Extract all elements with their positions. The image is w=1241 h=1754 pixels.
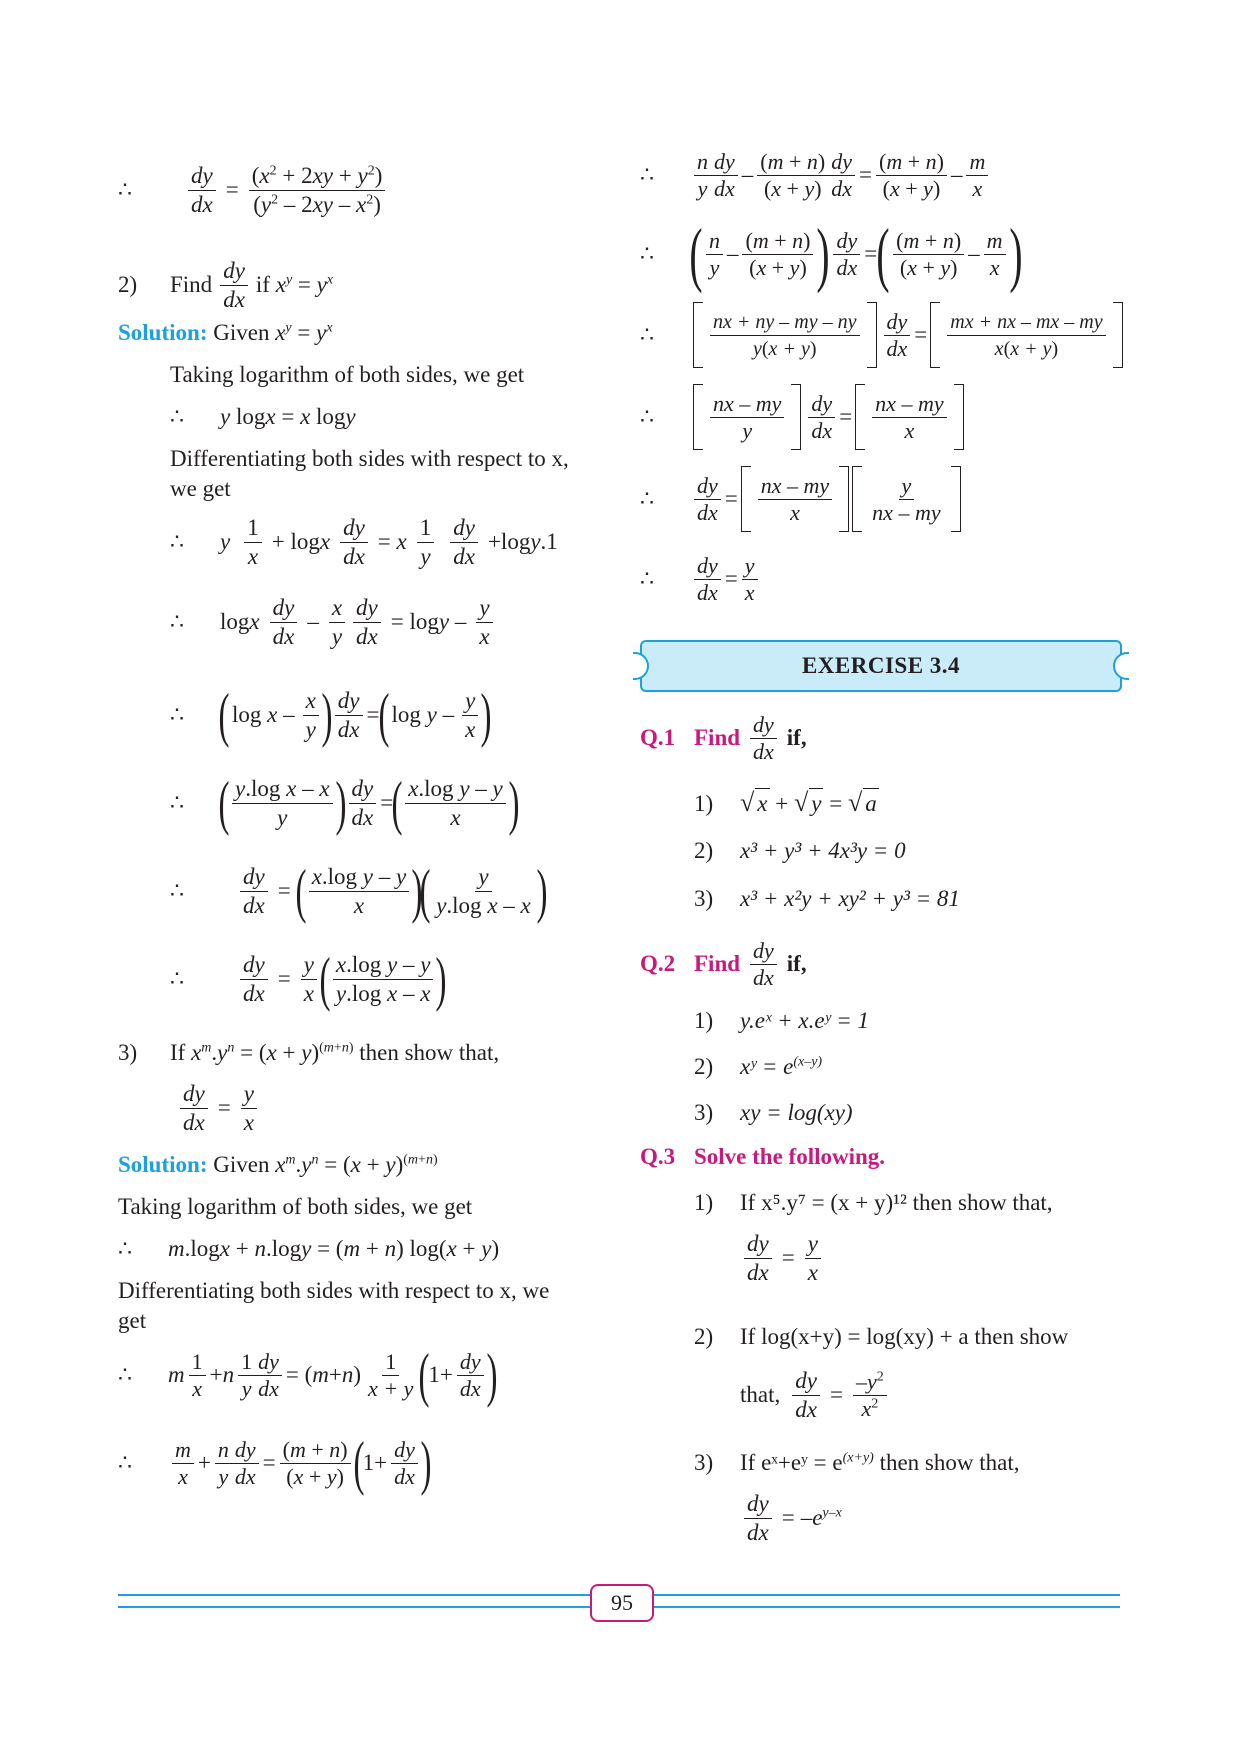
problem-3-statement: 3) If $x^m.y^n = (x + y)^{(m+n)}$ then show that, — [118, 1040, 500, 1065]
diff-text: Differentiating both sides with respect to x, we get — [170, 446, 569, 501]
q3-item-3: 3) If eˣ+eʸ = $e^{(x+y)}$ then show that, — [694, 1450, 1020, 1475]
right-step-6: ∴ $\frac{dy}{dx}$ = $\frac{y}{x}$ — [640, 546, 762, 612]
right-step-4: ∴ $\frac{nx - my}{y}$ $\frac{dy}{dx}$ = $\frac{nx - my}{x}$ — [640, 380, 967, 454]
derivative-step-3b: ∴ $\frac{m}{x}$ + $\frac{n}{y}$ $\frac{dy}{dx}$ = $\frac{(m + n)}{(x + y)}$ ( 1+ $\frac{dy}{dx}$ ) — [118, 1430, 432, 1496]
right-step-1: ∴ $\frac{n}{y}$ $\frac{dy}{dx}$ – $\frac{(m + n)}{(x + y)}$ $\frac{dy}{dx}$ = $\frac{(m + n)}{(x + y)}$ – $\frac{m}{x}$ — [640, 140, 992, 210]
q1-item-2: 2) x³ + y³ + 4x³y = 0 — [694, 838, 906, 863]
derivative-step-3a: ∴ m $\frac{1}{x}$ + n $\frac{1}{y}$ $\frac{dy}{dx}$ = ( m + n ) $\frac{1}{x + y}$ ( 1+ $\frac{dy}{dx}$ ) — [118, 1342, 498, 1408]
derivative-step-6: ∴ $\frac{dy}{dx}$ = $\frac{y}{x}$ ( $\frac{\text{x.log y – y}}{\text{y.log x – x}}$ ) — [170, 946, 447, 1012]
q3-item-2-target: that, $\frac{dy}{dx}$ = $\frac{-y^2}{x^2}$ — [740, 1360, 891, 1430]
q2-item-2: 2) xʸ = $e^{(x-y)}$ — [694, 1054, 823, 1079]
page-number: 95 — [611, 1590, 633, 1615]
right-step-5: ∴ $\frac{dy}{dx}$ = $\frac{nx - my}{x}$ $\frac{y}{nx - my}$ — [640, 462, 964, 536]
problem-number: 2) — [118, 272, 138, 297]
derivative-step-1: ∴ y $\frac{1}{x}$ + logx $\frac{dy}{dx}$ = x $\frac{1}{y}$ $\frac{dy}{dx}$ +logy.1 — [170, 514, 558, 569]
solution-2-given: Solution: Given $x^y = y^x$ — [118, 320, 333, 345]
equation-dy-dx-result: ∴ $\frac{dy}{dx}$ = $\frac{(x^2 + 2xy + y^2)}{(y^2 - 2xy - x^2)}$ — [118, 140, 389, 240]
taking-log-text: Taking logarithm of both sides, we get — [170, 362, 525, 387]
q1-item-1: 1) √ x + √ y = √ a — [694, 788, 877, 817]
derivative-step-2: ∴ log x $\frac{dy}{dx}$ – $\frac{x}{y}$ $\frac{dy}{dx}$ = logy – $\frac{y}{x}$ — [170, 590, 497, 654]
q2-item-3: 3) xy = log(xy) — [694, 1100, 853, 1125]
exercise-banner — [640, 640, 1122, 692]
exercise-title: EXERCISE 3.4 — [801, 653, 961, 678]
q2-item-1: 1) y.eˣ + x.eʸ = 1 — [694, 1008, 869, 1033]
q3-item-3-target: $\frac{dy}{dx}$ = $-e^{y-x}$ — [740, 1486, 842, 1550]
right-step-3: ∴ $\frac{nx + ny - my - ny}{y(x + y)}$ $\frac{dy}{dx}$ = $\frac{mx + nx - mx - my}{x(x + y)}$ — [640, 298, 1126, 372]
problem-2-statement: 2) Find $\frac{dy}{dx}$ if $x^y = y^x$ — [118, 257, 334, 312]
derivative-step-4: ∴ ( $\frac{\text{y.log x – x}}{y}$ ) $\frac{dy}{dx}$ = ( $\frac{\text{x.log y – y}}{x}$ ) — [170, 770, 520, 836]
solution-label: Solution: — [118, 320, 208, 345]
derivative-step-3: ∴ ( log x – $\frac{x}{y}$ ) $\frac{dy}{dx}$ = ( log y – $\frac{y}{x}$ ) — [170, 682, 492, 748]
solution-3-given: Solution: Given $x^m.y^n = (x + y)^{(m+n)}$ — [118, 1152, 438, 1177]
mlog-equation: ∴ m.logx + n.logy = (m + n) log(x + y) — [118, 1236, 500, 1261]
derivative-step-5: ∴ $\frac{dy}{dx}$ = ( $\frac{\text{x.log y – y}}{x}$ ) ( $\frac{y}{\text{y.log x – x}}$ ) — [170, 858, 548, 924]
problem-3-target: $\frac{dy}{dx}$ = $\frac{y}{x}$ — [176, 1076, 261, 1140]
q1-header: Q.1 Find $\frac{dy}{dx}$ if, — [640, 711, 807, 764]
q2-header: Q.2 Find $\frac{dy}{dx}$ if, — [640, 937, 807, 990]
q3-item-2: 2) If log(x+y) = log(xy) + a then show — [694, 1324, 1069, 1349]
q3-header: Q.3 Solve the following. — [640, 1144, 886, 1169]
ylogx-equation: ∴ y logx = x logy — [170, 404, 356, 429]
find-label: Find — [170, 272, 213, 297]
right-step-2: ∴ ( $\frac{n}{y}$ – $\frac{(m + n)}{(x + y)}$ ) $\frac{dy}{dx}$ = ( $\frac{(m + n)}{(x + y)}$ – $\frac{m}{x}$ ) — [640, 214, 1023, 294]
q3-item-1: 1) If x⁵.y⁷ = (x + y)¹² then show that, — [694, 1190, 1053, 1215]
q3-item-1-target: $\frac{dy}{dx}$ = $\frac{y}{x}$ — [740, 1226, 825, 1290]
page-number-badge — [590, 1584, 654, 1622]
taking-log-text-3: Taking logarithm of both sides, we get — [118, 1194, 473, 1219]
q1-item-3: 3) x³ + x²y + xy² + y³ = 81 — [694, 886, 960, 911]
diff3-text: Differentiating both sides with respect to x, we get — [118, 1278, 550, 1333]
